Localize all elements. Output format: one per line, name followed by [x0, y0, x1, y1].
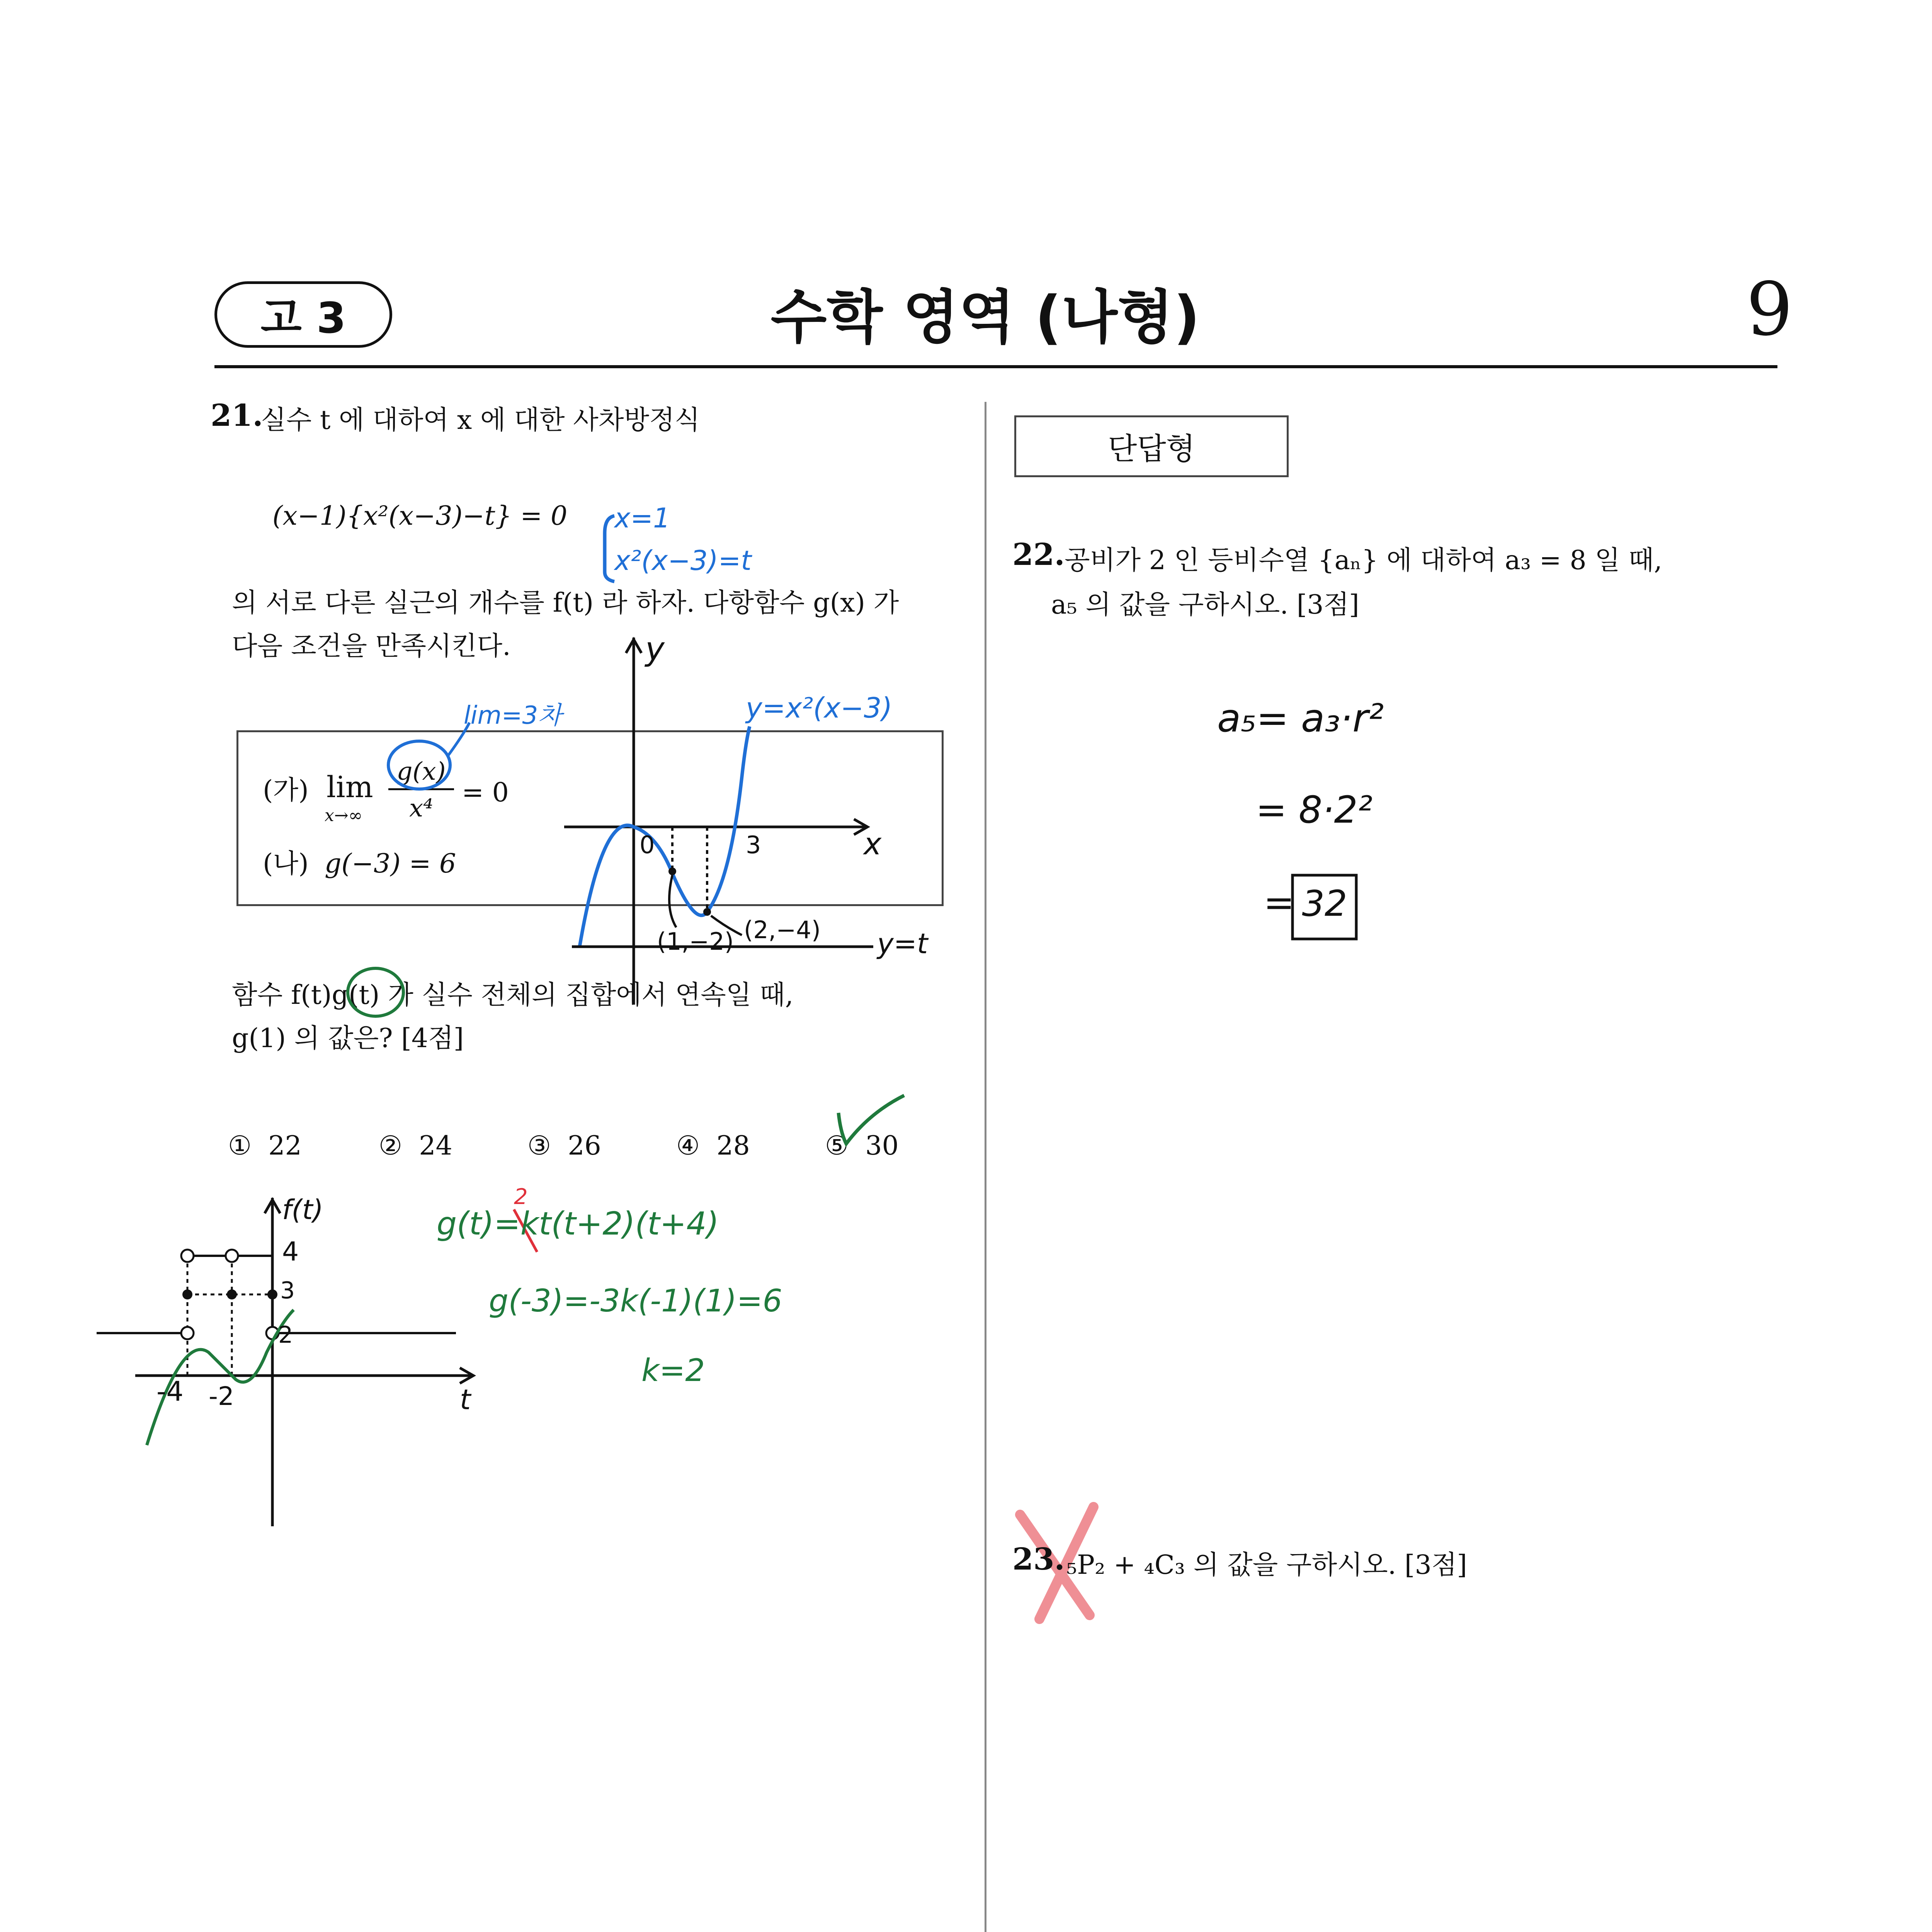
hw-point-a: (1,−2) [657, 927, 734, 956]
choice-5-mark: ⑤ [825, 1131, 849, 1161]
hw-graph2-xlabel: t [460, 1383, 471, 1416]
hw-roots-1: x=1 [614, 502, 670, 534]
cond-a-sub: x→∞ [325, 806, 363, 825]
hw-g-line2: g(-3)=-3k(-1)(1)=6 [489, 1283, 782, 1319]
hw-graph2-x-m4: -4 [156, 1376, 184, 1407]
graph2-open-dot-1 [181, 1250, 194, 1262]
hw-g-line1: g(t)=kt(t+2)(t+4) [437, 1206, 719, 1242]
choice-2-mark: ② [379, 1131, 402, 1161]
choice-3-mark: ③ [527, 1131, 551, 1161]
cond-a-label: (가) [263, 775, 309, 806]
q21-number: 21. [211, 398, 263, 433]
hw-q22-line1: a₅= a₃·r² [1217, 696, 1384, 741]
q21-text-line1: 의 서로 다른 실근의 개수를 f(t) 라 하자. 다항함수 g(x) 가 [232, 588, 899, 618]
hw-point-b: (2,−4) [744, 916, 821, 944]
choice-5-value: 30 [865, 1131, 899, 1161]
hw-three: 3 [746, 831, 761, 859]
q21-gx-circle [388, 741, 450, 789]
choice-5-check [838, 1095, 904, 1144]
choice-2-value: 24 [419, 1131, 452, 1161]
cond-a-lim: lim [327, 770, 373, 804]
hw-g-line3: k=2 [641, 1352, 705, 1388]
choice-1-value: 22 [268, 1131, 302, 1161]
hw-graph2-tick-4: 4 [282, 1236, 299, 1267]
hw-axis-x: x [864, 827, 882, 862]
q21-text-line2: 다음 조건을 만족시킨다. [232, 631, 511, 662]
hw-graph2-ylabel: f(t) [282, 1194, 323, 1226]
hw-note-top: lim=3차 [464, 701, 562, 730]
choice-1-mark: ① [228, 1131, 252, 1161]
cond-b-label: (나) [263, 849, 309, 879]
grade-label: 고 3 [260, 293, 346, 343]
q21-question-line2: g(1) 의 값은? [4점] [232, 1023, 464, 1054]
hw-g-line1-struck: 2 [514, 1184, 528, 1209]
hw-line-label: y=t [877, 927, 928, 960]
q21-point-a-dot [668, 867, 676, 875]
q22-line1: 공비가 2 인 등비수열 {aₙ} 에 대하여 a₃ = 8 일 때, [1065, 545, 1662, 576]
q21-intro: 실수 t 에 대하여 x 에 대한 사차방정식 [261, 405, 700, 435]
q21-gt-circle [348, 968, 403, 1016]
short-answer-label: 단답형 [1107, 432, 1196, 466]
choice-4-mark: ④ [676, 1131, 700, 1161]
hw-roots-2: x²(x−3)=t [614, 545, 752, 577]
cond-b-text: g(−3) = 6 [325, 849, 456, 879]
q21-equation: (x−1){x²(x−3)−t} = 0 [272, 501, 568, 531]
page-number: 9 [1746, 267, 1793, 352]
graph2-dot-5 [267, 1289, 277, 1299]
cond-a-rhs: = 0 [462, 777, 509, 808]
graph2-open-dot-2 [226, 1250, 238, 1262]
q21-cubic-curve [580, 726, 750, 947]
hw-axis-y: y [645, 630, 665, 668]
graph2-dot-3 [182, 1289, 192, 1299]
hw-origin: 0 [639, 831, 655, 859]
page-title: 수학 영역 (나형) [770, 284, 1200, 351]
hw-graph2-tick-3: 3 [280, 1277, 295, 1304]
hw-q22-line2: = 8·2² [1256, 788, 1373, 832]
graph2-dot-4 [227, 1289, 237, 1299]
q21-point-b-dot [703, 908, 711, 916]
q22-line2: a₅ 의 값을 구하시오. [3점] [1051, 590, 1359, 620]
short-answer-header [1014, 415, 1289, 477]
choice-4-value: 28 [716, 1131, 750, 1161]
q21-question-line1: 함수 f(t)g(t) 가 실수 전체의 집합에서 연속일 때, [232, 980, 794, 1010]
hw-q22-line3: = [1264, 881, 1295, 924]
choice-3-value: 26 [568, 1131, 601, 1161]
q22-number: 22. [1012, 537, 1065, 572]
q23-number: 23. [1012, 1542, 1065, 1577]
q23-text: ₅P₂ + ₄C₃ 의 값을 구하시오. [3점] [1066, 1550, 1467, 1580]
graph2-open-dot-6 [181, 1327, 194, 1339]
cond-a-numerator: g(x) [396, 757, 446, 786]
q21-roots-bracket [605, 516, 614, 582]
hw-q22-answer: 32 [1302, 883, 1347, 924]
hw-graph2-x-m2: -2 [209, 1381, 234, 1411]
cond-a-denominator: x⁴ [409, 794, 433, 823]
hw-graph2-tick-2: 2 [278, 1321, 293, 1349]
hw-curve-label: y=x²(x−3) [746, 692, 893, 724]
